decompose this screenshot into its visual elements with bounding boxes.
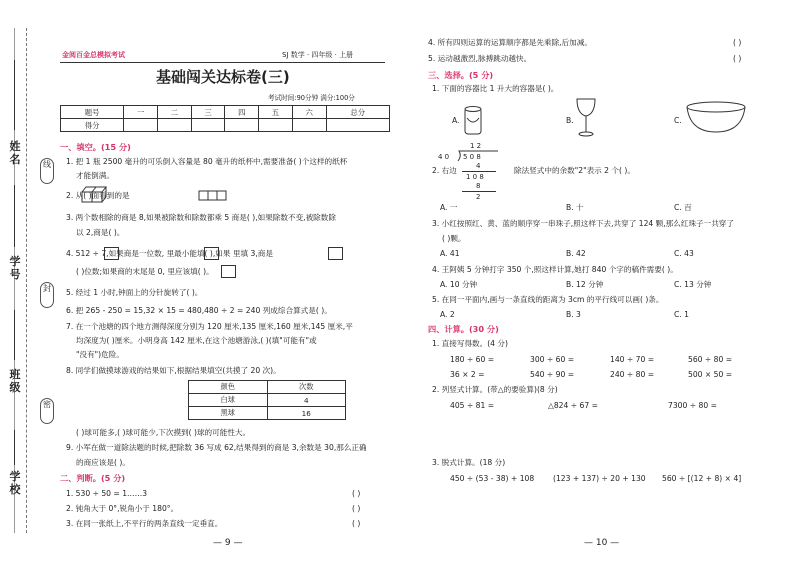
ball-result-table bbox=[188, 380, 346, 420]
table-header: 颜色 bbox=[189, 381, 268, 394]
divisor: 4 0 bbox=[438, 153, 450, 161]
option-label: A. bbox=[452, 116, 460, 125]
option[interactable]: C. 百 bbox=[674, 203, 692, 212]
option-label: B. bbox=[566, 116, 574, 125]
time-info: 考试时间:90分钟 满分:100分 bbox=[268, 94, 355, 102]
school-line bbox=[14, 430, 15, 465]
student-no-label: 学号 bbox=[9, 255, 21, 281]
table-header: 次数 bbox=[267, 381, 346, 394]
choice-1: 1. 下面的容器比 1 升大的容器是( )。 bbox=[432, 84, 559, 93]
direct-item: 240 ÷ 80 = bbox=[610, 370, 655, 379]
score-header: 四 bbox=[225, 106, 259, 119]
option[interactable]: A. 10 分钟 bbox=[440, 280, 478, 289]
page-title: 基础闯关达标卷(三) bbox=[156, 68, 290, 86]
section-fill-in: 一、填空。(15 分) bbox=[60, 142, 131, 152]
seal-mark-dense: 密 bbox=[40, 398, 54, 424]
blank-box[interactable] bbox=[204, 247, 219, 260]
score-table bbox=[60, 105, 390, 132]
score-cell[interactable] bbox=[191, 119, 225, 132]
direct-item: 540 ÷ 90 = bbox=[530, 370, 575, 379]
choice-3-line2: ( )颗。 bbox=[442, 234, 466, 243]
dividend: 5 0 8 bbox=[463, 153, 481, 161]
judge-2: 2. 钝角大于 0°,锐角小于 180°。 bbox=[66, 504, 179, 513]
remainder-2: 2 bbox=[476, 193, 481, 201]
quotient: 1 2 bbox=[470, 142, 482, 150]
direct-item: 180 ÷ 60 = bbox=[450, 355, 495, 364]
wine-glass-icon bbox=[574, 96, 598, 140]
option[interactable]: A. 41 bbox=[440, 249, 460, 258]
score-cell[interactable] bbox=[292, 119, 326, 132]
stepwise-item: (123 + 137) ÷ 20 + 130 bbox=[553, 474, 646, 483]
three-square-view-icon bbox=[198, 190, 230, 202]
judge-answer[interactable]: ( ) bbox=[733, 38, 742, 47]
school-label: 学校 bbox=[9, 470, 21, 496]
choice-3-line1: 3. 小红按照红、黄、蓝的顺序穿一串珠子,照这样下去,共穿了 124 颗,那么红珠子一共穿了 bbox=[432, 219, 734, 228]
score-cell[interactable] bbox=[326, 119, 389, 132]
q8-text: 8. 同学们做摸球游戏的结果如下,根据结果填空(共摸了 20 次)。 bbox=[66, 366, 281, 375]
q7-line1: 7. 在一个池塘的四个地方测得深度分别为 120 厘米,135 厘米,160 厘米,145 厘米,平 bbox=[66, 322, 353, 331]
score-header: 六 bbox=[292, 106, 326, 119]
judge-4: 4. 所有四则运算的运算顺序都是先乘除,后加减。 bbox=[428, 38, 592, 47]
judge-5: 5. 运动越激烈,脉搏跳动越快。 bbox=[428, 54, 532, 63]
cut-line bbox=[26, 28, 27, 533]
score-cell[interactable] bbox=[158, 119, 192, 132]
option[interactable]: A. 2 bbox=[440, 310, 455, 319]
q7-line2: 均深度为( )厘米。小明身高 142 厘米,在这个池塘游泳,( )(填"可能有"或 bbox=[76, 336, 317, 345]
header-rule bbox=[60, 62, 385, 63]
subtrahend-2: 8 bbox=[476, 182, 481, 190]
calc-vertical-title: 2. 列竖式计算。(带△的要验算)(8 分) bbox=[432, 385, 558, 394]
q4-line2: ( )位数;如果商的末尾是 0, 里应该填( )。 bbox=[76, 267, 214, 276]
page-number: — 10 — bbox=[584, 538, 620, 548]
can-icon bbox=[460, 104, 488, 138]
page-number: — 9 — bbox=[213, 538, 243, 548]
q3-line1: 3. 两个数相除的商是 8,如果被除数和除数都乘 5 商是( ),如果除数不变,被除数除 bbox=[66, 213, 336, 222]
subtrahend-1: 4 bbox=[476, 162, 481, 170]
judge-answer[interactable]: ( ) bbox=[352, 519, 361, 528]
calc-direct-title: 1. 直接写得数。(4 分) bbox=[432, 339, 508, 348]
class-line bbox=[14, 310, 15, 360]
q6-text: 6. 把 265 - 250 = 15,32 × 15 = 480,480 ÷ 2 = 240 列成综合算式是( )。 bbox=[66, 306, 332, 315]
table-cell: 16 bbox=[267, 407, 346, 420]
q1-line1: 1. 把 1 瓶 2500 毫升的可乐倒入容量是 80 毫升的纸杯中,需要准备( )个这样的纸杯 bbox=[66, 157, 348, 166]
direct-item: 36 × 2 = bbox=[450, 370, 485, 379]
judge-answer[interactable]: ( ) bbox=[352, 489, 361, 498]
q3-line2: 以 2,商是( )。 bbox=[76, 228, 125, 237]
q7-line3: "没有")危险。 bbox=[76, 350, 124, 359]
option[interactable]: C. 43 bbox=[674, 249, 694, 258]
score-cell[interactable] bbox=[124, 119, 158, 132]
name-line bbox=[14, 60, 15, 130]
score-cell[interactable] bbox=[225, 119, 259, 132]
judge-1: 1. 530 ÷ 50 = 1……3 bbox=[66, 489, 148, 498]
option[interactable]: A. 一 bbox=[440, 203, 458, 212]
q4-line1: 4. 512 ÷ 7,如果商是一位数, 里最小能填( ),如果 里填 3,商是 bbox=[66, 249, 273, 258]
table-cell: 黑球 bbox=[189, 407, 268, 420]
stepwise-item: 560 ÷ [(12 + 8) × 4] bbox=[662, 474, 742, 483]
section-judge: 二、判断。(5 分) bbox=[60, 473, 126, 483]
direct-item: 500 × 50 = bbox=[688, 370, 733, 379]
choice-2-label: 2. 右边 bbox=[432, 166, 457, 175]
score-header: 一 bbox=[124, 106, 158, 119]
vertical-item: 405 ÷ 81 = bbox=[450, 401, 495, 410]
section-calculation: 四、计算。(30 分) bbox=[428, 324, 499, 334]
section-choice: 三、选择。(5 分) bbox=[428, 70, 494, 80]
vertical-item: △824 ÷ 67 = bbox=[548, 401, 598, 410]
score-row-label: 得分 bbox=[61, 119, 124, 132]
judge-answer[interactable]: ( ) bbox=[733, 54, 742, 63]
table-cell: 4 bbox=[267, 394, 346, 407]
grade-tag: SJ 数学 · 四年级 · 上册 bbox=[282, 51, 354, 59]
option[interactable]: C. 1 bbox=[674, 310, 689, 319]
stepwise-item: 450 ÷ (53 - 38) + 108 bbox=[450, 474, 535, 483]
remainder-1: 1 0 8 bbox=[466, 173, 484, 181]
table-cell: 白球 bbox=[189, 394, 268, 407]
q9-line2: 的商应该是( )。 bbox=[76, 458, 130, 467]
blank-box[interactable] bbox=[104, 247, 119, 260]
class-label: 班级 bbox=[9, 368, 21, 394]
q8-blanks: ( )球可能多,( )球可能少,下次摸到( )球的可能性大。 bbox=[76, 428, 251, 437]
direct-item: 300 ÷ 60 = bbox=[530, 355, 575, 364]
calc-stepwise-title: 3. 脱式计算。(18 分) bbox=[432, 458, 506, 467]
cube-stack-icon bbox=[80, 184, 116, 206]
score-header: 三 bbox=[191, 106, 225, 119]
direct-item: 140 ÷ 70 = bbox=[610, 355, 655, 364]
vertical-item: 7300 ÷ 80 = bbox=[668, 401, 717, 410]
judge-3: 3. 在同一张纸上,不平行的两条直线一定垂直。 bbox=[66, 519, 223, 528]
q9-line1: 9. 小军在做一道除法题的时候,把除数 36 写成 62,结果得到的商是 3,余数是 30,那么正确 bbox=[66, 443, 367, 452]
q2-text: 2. 从( )面看到的是 bbox=[66, 191, 130, 200]
option[interactable]: B. 3 bbox=[566, 310, 581, 319]
choice-4: 4. 王阿姨 5 分钟打字 350 个,照这样计算,她打 840 个字的稿件需要( )。 bbox=[432, 265, 678, 274]
student-no-line bbox=[14, 185, 15, 247]
direct-item: 560 ÷ 80 = bbox=[688, 355, 733, 364]
option[interactable]: B. 42 bbox=[566, 249, 586, 258]
seal-mark-seal: 封 bbox=[40, 282, 54, 308]
blank-box[interactable] bbox=[221, 265, 236, 278]
q5-text: 5. 经过 1 小时,钟面上的分针旋转了( )。 bbox=[66, 288, 203, 297]
score-cell[interactable] bbox=[259, 119, 293, 132]
seal-mark-line: 线 bbox=[40, 158, 54, 184]
choice-5: 5. 在同一平面内,画与一条直线的距离为 3cm 的平行线可以画( )条。 bbox=[432, 295, 664, 304]
basin-icon bbox=[684, 100, 748, 136]
choice-2-text: 除法竖式中的余数"2"表示 2 个( )。 bbox=[514, 166, 635, 175]
blank-box[interactable] bbox=[328, 247, 343, 260]
brand-text: 金阅百金总模拟考试 bbox=[62, 51, 125, 59]
judge-answer[interactable]: ( ) bbox=[352, 504, 361, 513]
score-header: 二 bbox=[158, 106, 192, 119]
score-header: 五 bbox=[259, 106, 293, 119]
option-label: C. bbox=[674, 116, 682, 125]
q1-line2: 才能倒满。 bbox=[76, 171, 114, 180]
option[interactable]: B. 12 分钟 bbox=[566, 280, 604, 289]
option[interactable]: B. 十 bbox=[566, 203, 584, 212]
name-label: 姓名 bbox=[9, 140, 21, 166]
score-header: 题号 bbox=[61, 106, 124, 119]
score-header: 总分 bbox=[326, 106, 389, 119]
option[interactable]: C. 13 分钟 bbox=[674, 280, 712, 289]
